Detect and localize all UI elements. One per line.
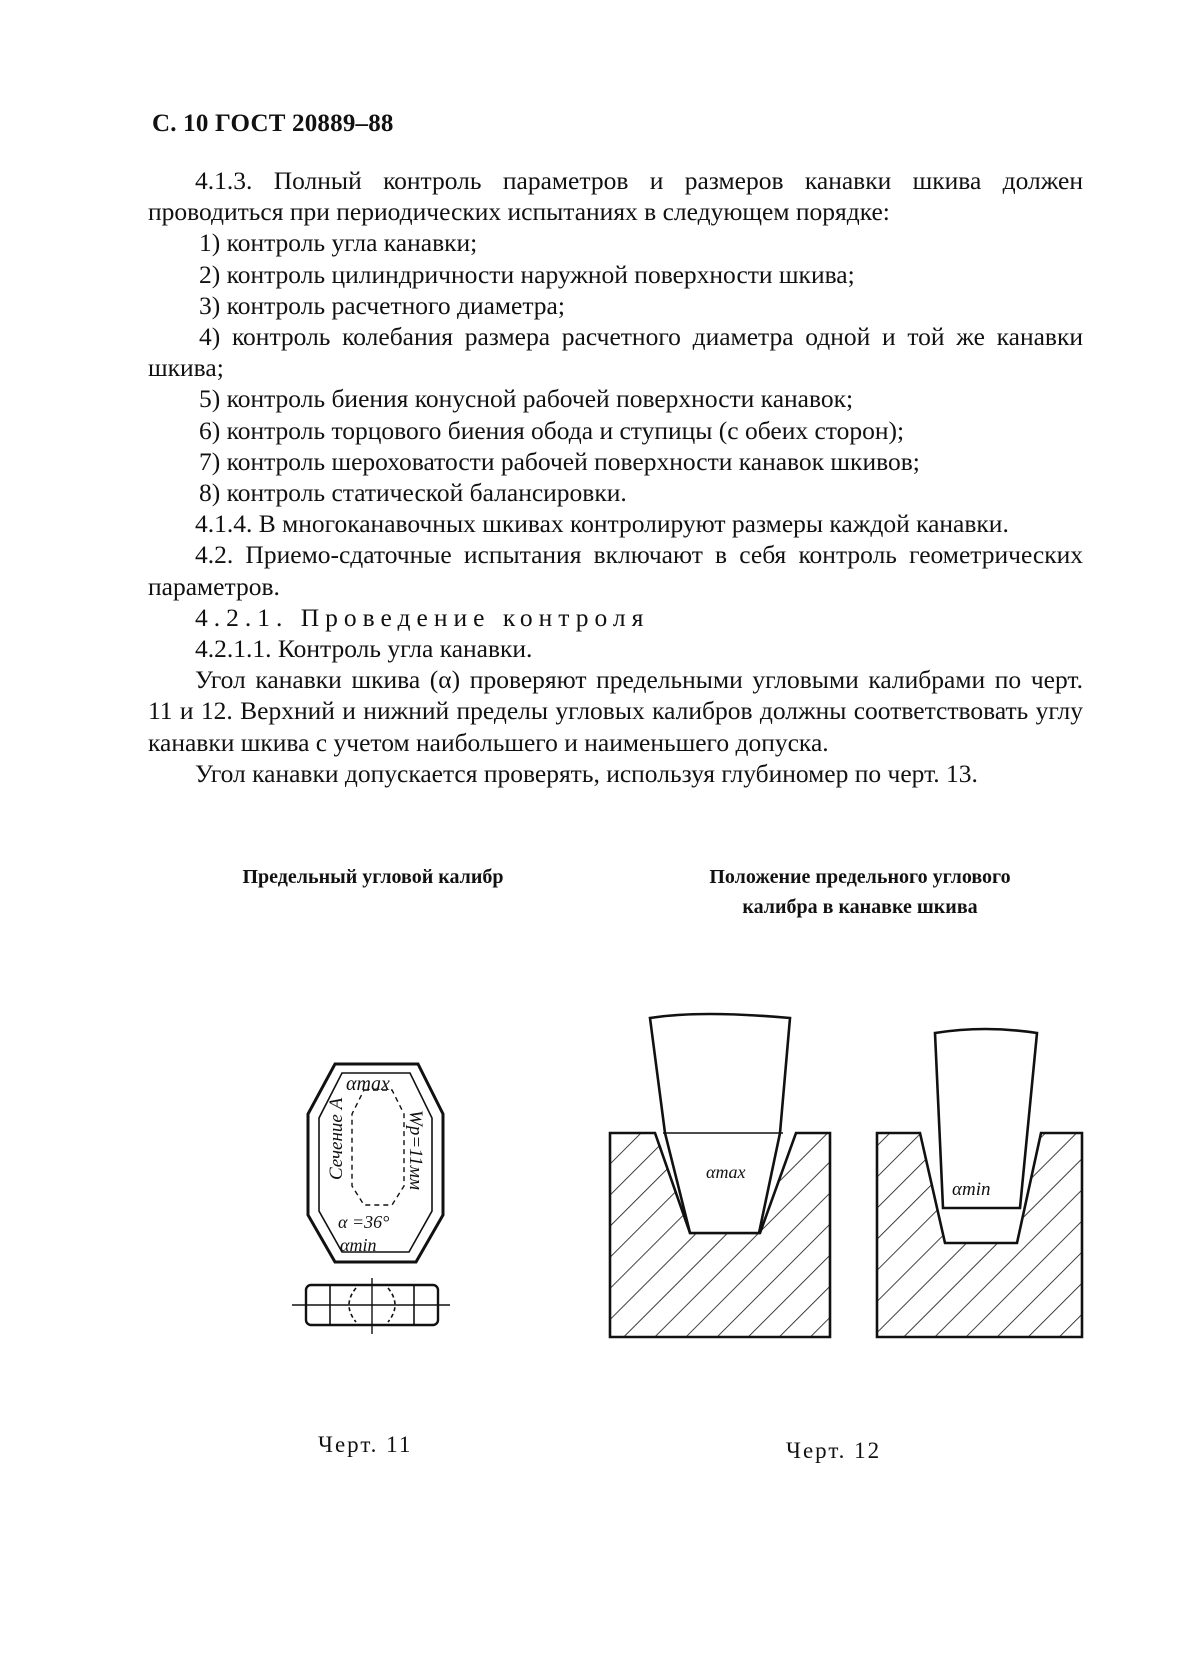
paragraph-4-2: 4.2. Приемо-сдаточные испытания включают в себя контроль геометрических параметров. <box>148 540 1083 601</box>
list-item: 4) контроль колебания размера расчетного диаметра одной и той же канавки шкива; <box>148 322 1083 383</box>
paragraph-4-2-1-1: 4.2.1.1. Контроль угла канавки. <box>195 634 533 664</box>
list-item: 8) контроль статической балансировки. <box>199 478 627 508</box>
figure-11-label: Черт. 11 <box>318 1432 413 1457</box>
fig11-section: Сечение А <box>326 1097 347 1180</box>
figure-12-caption-line2: калибра в канавке шкива <box>742 896 978 918</box>
page-header: С. 10 ГОСТ 20889–88 <box>152 110 394 137</box>
list-item: 5) контроль биения конусной рабочей поверхности канавок; <box>199 384 854 414</box>
fig11-width: Wp=11мм <box>405 1110 426 1190</box>
figure-12-label: Черт. 12 <box>786 1438 882 1463</box>
figure-11-caption: Предельный угловой калибр <box>242 866 504 888</box>
list-item: 1) контроль угла канавки; <box>199 228 478 258</box>
gauge-window <box>352 1090 404 1205</box>
list-item: 7) контроль шероховатости рабочей поверхности канавок шкивов; <box>199 446 920 476</box>
paragraph-depth-gauge: Угол канавки допускается проверять, используя глубиномер по черт. 13. <box>195 758 978 788</box>
list-item: 6) контроль торцового биения обода и ступицы (с обеих сторон); <box>199 415 905 445</box>
paragraph-4-1-4: 4.1.4. В многоканавочных шкивах контролируют размеры каждой канавки. <box>195 509 1009 539</box>
fig12-alpha-max: αmax <box>706 1162 746 1182</box>
list-item: 3) контроль расчетного диаметра; <box>199 290 565 320</box>
fig12-alpha-min: αmin <box>952 1179 991 1200</box>
fig11-alpha-value: α =36° <box>338 1212 390 1232</box>
list-item: 2) контроль цилиндричности наружной поверхности шкива; <box>199 259 855 289</box>
fig11-alpha-min: αmin <box>340 1235 377 1255</box>
figure-11-gauge <box>292 1064 450 1334</box>
paragraph-angle-check: Угол канавки шкива (α) проверяют предельными угловыми калибрами по черт. 11 и 12. Верхний и нижний пределы угловых калибров должны соответствовать углу канавки шкива с учетом наибольшего и наименьшего допуска. <box>148 665 1083 757</box>
paragraph-4-1-3: 4.1.3. Полный контроль параметров и размеров канавки шкива должен проводиться при периодических испытаниях в следующем порядке: <box>148 166 1083 227</box>
paragraph-4-2-1: 4.2.1. Проведение контроля <box>195 602 650 632</box>
figure-12-caption-line1: Положение предельного углового <box>709 866 1011 888</box>
fig11-alpha-max: αmax <box>346 1073 390 1095</box>
